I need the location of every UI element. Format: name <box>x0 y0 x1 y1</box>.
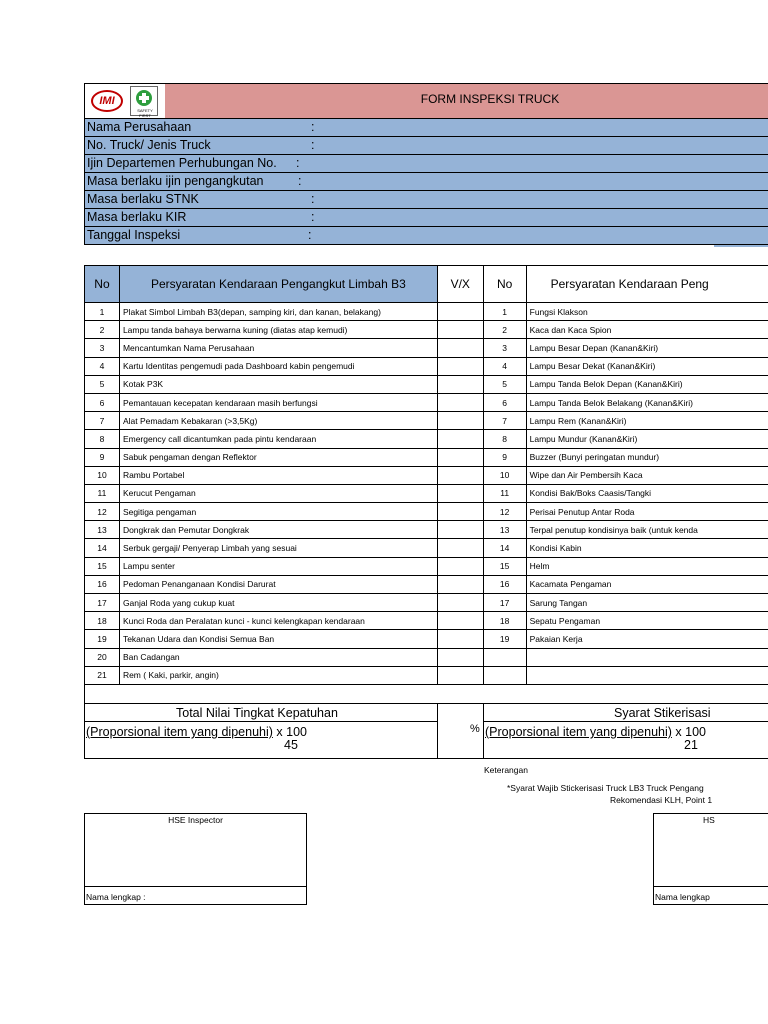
info-row-permit-validity[interactable] <box>84 173 768 191</box>
info-label: Masa berlaku KIR <box>87 210 187 224</box>
requirement-left: Pedoman Penanganaan Kondisi Darurat <box>119 575 437 593</box>
requirement-right: Sarung Tangan <box>526 594 768 612</box>
safety-first-logo <box>130 86 158 116</box>
row-number-right: 6 <box>483 393 526 411</box>
row-number-left: 19 <box>85 630 120 648</box>
row-number-right: 2 <box>483 321 526 339</box>
formula-underlined: (Proporsional item yang dipenuhi) <box>86 725 273 739</box>
summary-divider <box>84 721 438 722</box>
requirement-left: Sabuk pengaman dengan Reflektor <box>119 448 437 466</box>
info-block <box>84 119 768 245</box>
header-vx: V/X <box>437 266 483 303</box>
info-label: No. Truck/ Jenis Truck <box>87 138 211 152</box>
info-label: Nama Perusahaan <box>87 120 192 134</box>
requirement-right: Lampu Mundur (Kanan&Kiri) <box>526 430 768 448</box>
row-number-right: 1 <box>483 303 526 321</box>
table-row <box>85 466 768 484</box>
check-cell[interactable] <box>437 412 483 430</box>
summary-left-formula <box>86 725 307 739</box>
requirement-right: Buzzer (Bunyi peringatan mundur) <box>526 448 768 466</box>
requirement-right: Wipe dan Air Pembersih Kaca <box>526 466 768 484</box>
requirement-left: Kartu Identitas pengemudi pada Dashboard kabin pengemudi <box>119 357 437 375</box>
row-number-left: 10 <box>85 466 120 484</box>
row-number-left: 17 <box>85 594 120 612</box>
signature-title-right: HS <box>703 815 715 825</box>
signature-divider-right <box>653 886 768 887</box>
checklist-table <box>84 265 768 704</box>
summary-right-formula <box>485 725 706 739</box>
row-number-right: 4 <box>483 357 526 375</box>
table-row <box>85 321 768 339</box>
row-number-right: 14 <box>483 539 526 557</box>
row-number-left: 18 <box>85 612 120 630</box>
requirement-right: Lampu Rem (Kanan&Kiri) <box>526 412 768 430</box>
note-line-2: Rekomendasi KLH, Point 1 <box>610 795 713 805</box>
company-logo-text: IMI <box>99 95 115 107</box>
table-row <box>85 357 768 375</box>
formula-suffix: x 100 <box>671 725 706 739</box>
row-number-right: 11 <box>483 484 526 502</box>
requirement-right: Kaca dan Kaca Spion <box>526 321 768 339</box>
check-cell[interactable] <box>437 393 483 411</box>
requirement-right: Terpal penutup kondisinya baik (untuk kenda <box>526 521 768 539</box>
row-number-right: 5 <box>483 375 526 393</box>
info-label: Tanggal Inspeksi <box>87 228 181 242</box>
row-number-right: 19 <box>483 630 526 648</box>
info-row-truck[interactable] <box>84 137 768 155</box>
row-number-left: 20 <box>85 648 120 666</box>
formula-underlined: (Proporsional item yang dipenuhi) <box>485 725 672 739</box>
requirement-left: Tekanan Udara dan Kondisi Semua Ban <box>119 630 437 648</box>
form-title: FORM INSPEKSI TRUCK <box>420 92 560 106</box>
signature-divider <box>84 886 307 887</box>
row-number-left: 5 <box>85 375 120 393</box>
table-row <box>85 630 768 648</box>
table-row <box>85 339 768 357</box>
check-cell[interactable] <box>437 357 483 375</box>
row-number-right: 17 <box>483 594 526 612</box>
signature-name-label-right: Nama lengkap <box>655 892 710 902</box>
requirement-left: Rem ( Kaki, parkir, angin) <box>119 666 437 684</box>
row-number-right: 8 <box>483 430 526 448</box>
info-colon: : <box>311 120 315 134</box>
row-number-left: 7 <box>85 412 120 430</box>
row-number-left: 6 <box>85 393 120 411</box>
row-number-left: 16 <box>85 575 120 593</box>
info-row-stnk[interactable] <box>84 191 768 209</box>
row-number-left: 8 <box>85 430 120 448</box>
row-number-left: 12 <box>85 503 120 521</box>
requirement-right: Lampu Besar Dekat (Kanan&Kiri) <box>526 357 768 375</box>
table-row <box>85 484 768 502</box>
info-colon: : <box>311 138 315 152</box>
requirement-left: Kerucut Pengaman <box>119 484 437 502</box>
requirement-right: Kondisi Kabin <box>526 539 768 557</box>
table-spacer-row <box>85 684 768 703</box>
info-colon: : <box>296 156 300 170</box>
requirement-left: Emergency call dicantumkan pada pintu kendaraan <box>119 430 437 448</box>
requirement-left: Dongkrak dan Pemutar Dongkrak <box>119 521 437 539</box>
requirement-left: Plakat Simbol Limbah B3(depan, samping kiri, dan kanan, belakang) <box>119 303 437 321</box>
info-colon: : <box>311 192 315 206</box>
header-requirements-left: Persyaratan Kendaraan Pengangkut Limbah B3 <box>119 266 437 303</box>
table-row <box>85 412 768 430</box>
row-number-right: 7 <box>483 412 526 430</box>
table-row <box>85 612 768 630</box>
summary-right-title: Syarat Stikerisasi <box>614 706 711 720</box>
check-cell[interactable] <box>437 521 483 539</box>
summary-right-denominator: 21 <box>684 738 698 752</box>
check-cell[interactable] <box>437 339 483 357</box>
requirement-right: Helm <box>526 557 768 575</box>
requirement-right: Pakaian Kerja <box>526 630 768 648</box>
check-cell[interactable] <box>437 594 483 612</box>
summary-left-denominator: 45 <box>284 738 298 752</box>
info-colon: : <box>308 228 312 242</box>
requirement-left: Kotak P3K <box>119 375 437 393</box>
row-number-right: 18 <box>483 612 526 630</box>
requirement-left: Pemantauan kecepatan kendaraan masih berfungsi <box>119 393 437 411</box>
check-cell[interactable] <box>437 321 483 339</box>
row-number-right <box>483 648 526 666</box>
row-number-right: 3 <box>483 339 526 357</box>
requirement-left: Lampu tanda bahaya berwarna kuning (diatas atap kemudi) <box>119 321 437 339</box>
requirement-left: Segitiga pengaman <box>119 503 437 521</box>
requirement-left: Alat Pemadam Kebakaran (>3,5Kg) <box>119 412 437 430</box>
summary-divider-right <box>483 721 768 722</box>
formula-suffix: x 100 <box>272 725 307 739</box>
requirement-right: Perisai Penutup Antar Roda <box>526 503 768 521</box>
table-row <box>85 521 768 539</box>
summary-section <box>84 703 768 759</box>
requirement-right: Kacamata Pengaman <box>526 575 768 593</box>
table-row <box>85 594 768 612</box>
check-cell[interactable] <box>437 466 483 484</box>
check-cell[interactable] <box>437 666 483 684</box>
info-row-company[interactable] <box>84 119 768 137</box>
row-number-right: 16 <box>483 575 526 593</box>
check-cell[interactable] <box>437 648 483 666</box>
table-row <box>85 557 768 575</box>
row-number-left: 15 <box>85 557 120 575</box>
row-number-left: 13 <box>85 521 120 539</box>
header-no-left: No <box>85 266 120 303</box>
requirement-left: Mencantumkan Nama Perusahaan <box>119 339 437 357</box>
table-row <box>85 430 768 448</box>
requirement-left: Ban Cadangan <box>119 648 437 666</box>
row-number-right: 12 <box>483 503 526 521</box>
check-cell[interactable] <box>437 448 483 466</box>
requirement-right: Kondisi Bak/Boks Caasis/Tangki <box>526 484 768 502</box>
row-number-left: 11 <box>85 484 120 502</box>
check-cell[interactable] <box>437 303 483 321</box>
table-row <box>85 539 768 557</box>
header-no-right: No <box>483 266 526 303</box>
check-cell[interactable] <box>437 503 483 521</box>
check-cell[interactable] <box>437 612 483 630</box>
row-number-right: 10 <box>483 466 526 484</box>
table-row <box>85 575 768 593</box>
requirement-left: Ganjal Roda yang cukup kuat <box>119 594 437 612</box>
row-number-left: 21 <box>85 666 120 684</box>
info-row-kir[interactable] <box>84 209 768 227</box>
info-label: Masa berlaku ijin pengangkutan <box>87 174 264 188</box>
note-keterangan: Keterangan <box>484 765 528 775</box>
signature-title-inspector: HSE Inspector <box>168 815 223 825</box>
table-row <box>85 503 768 521</box>
info-label: Masa berlaku STNK <box>87 192 199 206</box>
row-number-right: 15 <box>483 557 526 575</box>
check-cell[interactable] <box>437 430 483 448</box>
requirement-left: Serbuk gergaji/ Penyerap Limbah yang sesuai <box>119 539 437 557</box>
requirement-right: Lampu Tanda Belok Depan (Kanan&Kiri) <box>526 375 768 393</box>
check-cell[interactable] <box>437 484 483 502</box>
table-row <box>85 448 768 466</box>
row-number-right: 9 <box>483 448 526 466</box>
safety-cross-icon <box>136 90 152 106</box>
table-row <box>85 303 768 321</box>
requirement-right <box>526 648 768 666</box>
check-cell[interactable] <box>437 539 483 557</box>
check-cell[interactable] <box>437 575 483 593</box>
check-cell[interactable] <box>437 630 483 648</box>
row-number-left: 1 <box>85 303 120 321</box>
info-row-inspection-date[interactable] <box>84 227 768 245</box>
checklist-table-wrap <box>84 265 768 704</box>
requirement-right: Lampu Tanda Belok Belakang (Kanan&Kiri) <box>526 393 768 411</box>
table-row <box>85 666 768 684</box>
row-number-left: 4 <box>85 357 120 375</box>
requirement-right: Fungsi Klakson <box>526 303 768 321</box>
header-requirements-right: Persyaratan Kendaraan Peng <box>526 266 768 303</box>
requirement-left: Kunci Roda dan Peralatan kunci - kunci kelengkapan kendaraan <box>119 612 437 630</box>
signature-name-label: Nama lengkap : <box>86 892 146 902</box>
table-header-row <box>85 266 768 303</box>
summary-percent: % <box>470 723 480 735</box>
row-number-left: 9 <box>85 448 120 466</box>
requirement-left: Lampu senter <box>119 557 437 575</box>
row-number-left: 3 <box>85 339 120 357</box>
summary-left-title: Total Nilai Tingkat Kepatuhan <box>176 706 338 720</box>
info-row-permit[interactable] <box>84 155 768 173</box>
check-cell[interactable] <box>437 557 483 575</box>
row-number-left: 14 <box>85 539 120 557</box>
row-number-right <box>483 666 526 684</box>
table-row <box>85 375 768 393</box>
requirement-right: Lampu Besar Depan (Kanan&Kiri) <box>526 339 768 357</box>
safety-logo-text: SAFETY FIRST <box>137 108 153 118</box>
requirement-right: Sepatu Pengaman <box>526 612 768 630</box>
company-logo <box>91 90 123 112</box>
info-colon: : <box>311 210 315 224</box>
info-label: Ijin Departemen Perhubungan No. <box>87 156 277 170</box>
requirement-right <box>526 666 768 684</box>
check-cell[interactable] <box>437 375 483 393</box>
row-number-left: 2 <box>85 321 120 339</box>
note-line-1: *Syarat Wajib Stickerisasi Truck LB3 Truck Pengang <box>507 783 704 793</box>
table-row <box>85 393 768 411</box>
row-number-right: 13 <box>483 521 526 539</box>
info-colon: : <box>298 174 302 188</box>
requirement-left: Rambu Portabel <box>119 466 437 484</box>
table-row <box>85 648 768 666</box>
